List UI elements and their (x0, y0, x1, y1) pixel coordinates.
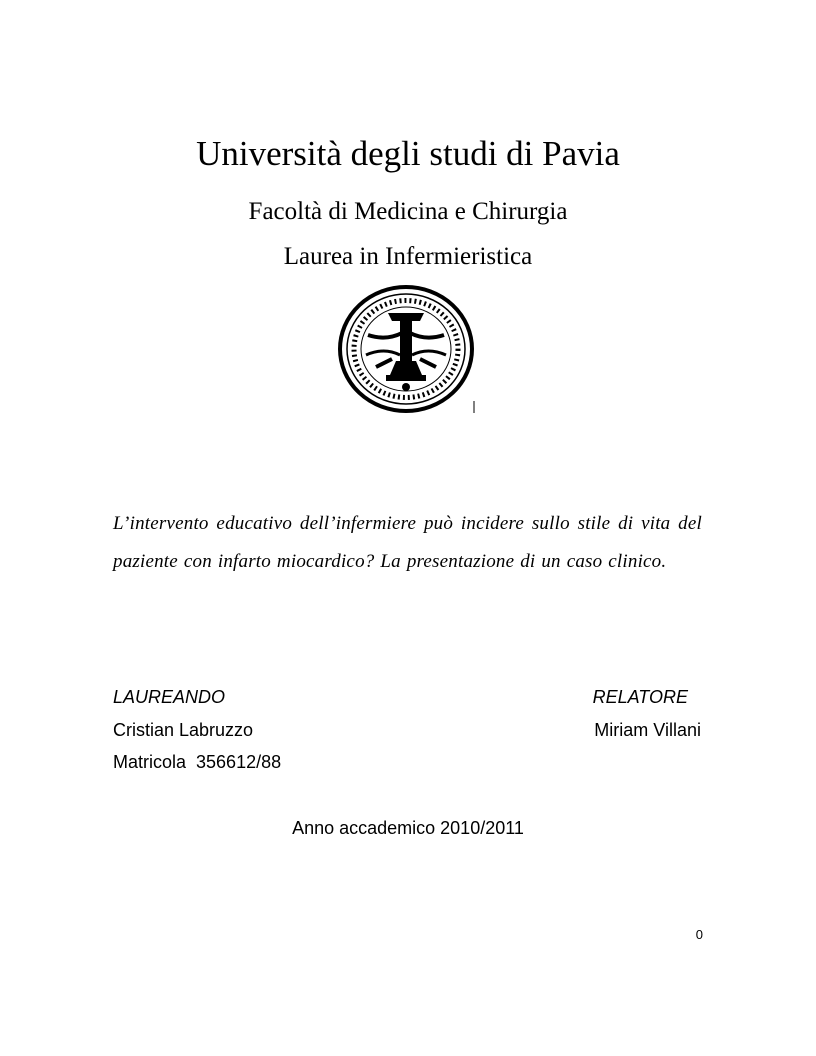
supervisor-label: RELATORE (592, 687, 688, 707)
student-name: Cristian Labruzzo (113, 720, 254, 740)
university-name: Università degli studi di Pavia (196, 134, 620, 173)
academic-year: Anno accademico 2010/2011 (292, 818, 524, 838)
page-number: 0 (695, 927, 703, 942)
degree-name: Laurea in Infermieristica (283, 243, 533, 270)
student-label: LAUREANDO (113, 687, 226, 707)
thesis-title (113, 505, 702, 581)
faculty-name: Facoltà di Medicina e Chirurgia (248, 198, 568, 225)
thesis-title-text: L’intervento educativo dell’infermiere può incidere sullo stile di vita del paziente con infarto miocardico? La presentazione di un caso clinico. (113, 513, 702, 572)
student-id: Matricola 356612/88 (113, 752, 282, 772)
supervisor-name: Miriam Villani (594, 720, 701, 740)
university-seal-icon (336, 283, 478, 415)
